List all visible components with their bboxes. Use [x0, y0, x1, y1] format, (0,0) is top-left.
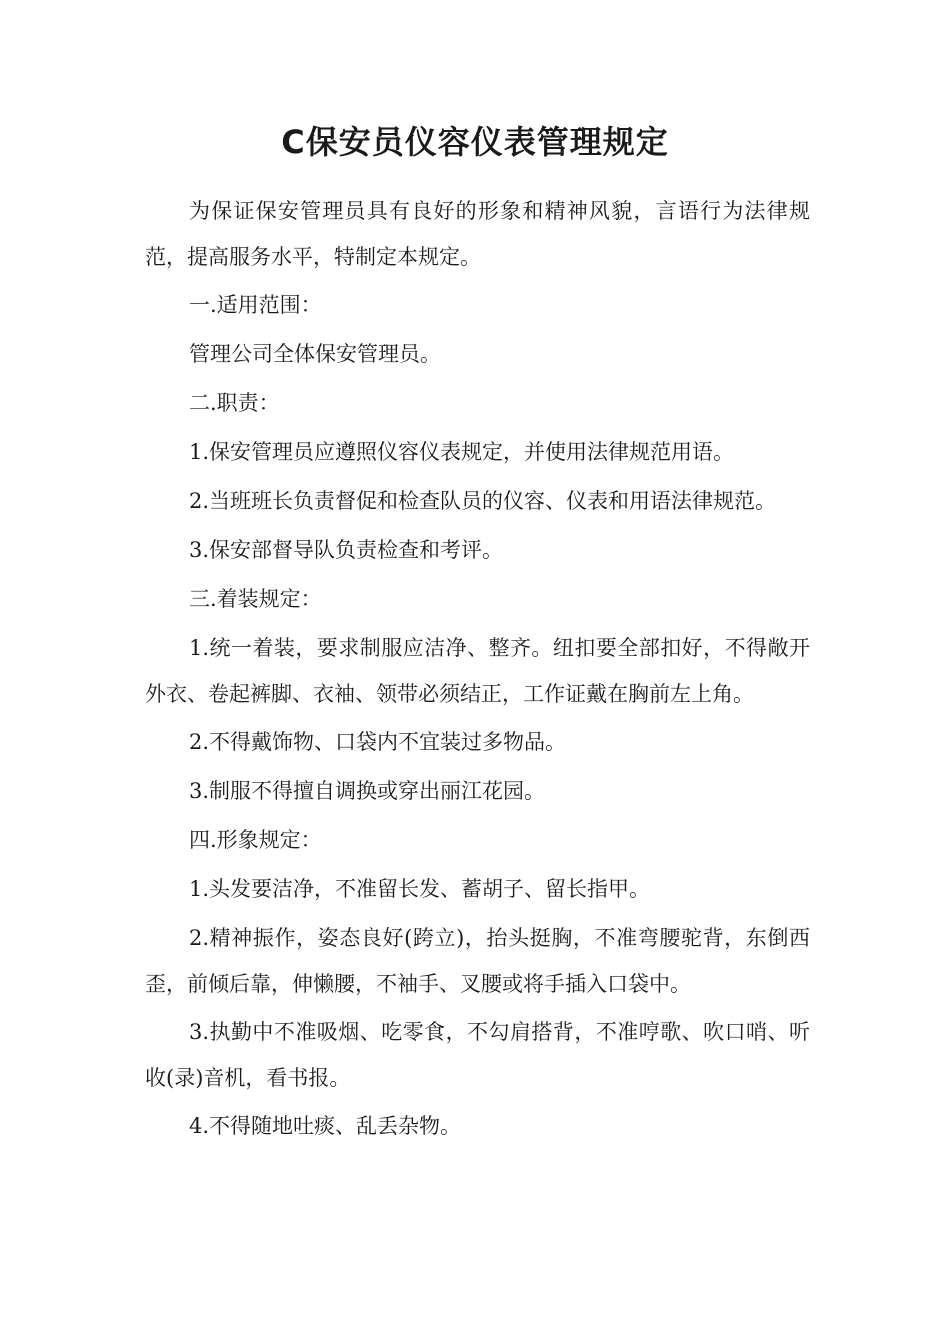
document-title: C保安员仪容仪表管理规定	[281, 123, 669, 161]
list-item: 2.精神振作，姿态良好(跨立)，抬头挺胸，不准弯腰驼背，东倒西歪，前倾后靠，伸懒腰，不袖手、叉腰或将手插入口袋中。	[145, 926, 810, 996]
list-item: 4.不得随地吐痰、乱丢杂物。	[189, 1114, 462, 1138]
list-item: 1.保安管理员应遵照仪容仪表规定，并使用法律规范用语。	[189, 440, 735, 464]
section-heading-scope: 一.适用范围：	[189, 293, 322, 317]
list-item: 2.当班班长负责督促和检查队员的仪容、仪表和用语法律规范。	[189, 489, 777, 513]
paragraph: 管理公司全体保安管理员。	[189, 342, 441, 366]
section-heading-image: 四.形象规定：	[189, 828, 322, 852]
section-heading-dress: 三.着装规定：	[189, 587, 322, 611]
list-item: 1.统一着装，要求制服应洁净、整齐。纽扣要全部扣好，不得敞开外衣、卷起裤脚、衣袖、领带必须结正，工作证戴在胸前左上角。	[145, 636, 810, 706]
paragraph-intro: 为保证保安管理员具有良好的形象和精神风貌，言语行为法律规范，提高服务水平，特制定本规定。	[145, 199, 810, 269]
list-item: 3.保安部督导队负责检查和考评。	[189, 538, 504, 562]
list-item: 1.头发要洁净，不准留长发、蓄胡子、留长指甲。	[189, 877, 651, 901]
section-heading-duties: 二.职责：	[189, 391, 280, 415]
list-item: 3.制服不得擅自调换或穿出丽江花园。	[189, 779, 546, 803]
list-item: 3.执勤中不准吸烟、吃零食，不勾肩搭背，不准哼歌、吹口哨、听收(录)音机，看书报。	[145, 1020, 810, 1090]
document-body	[145, 188, 810, 1152]
list-item: 2.不得戴饰物、口袋内不宜装过多物品。	[189, 730, 567, 754]
